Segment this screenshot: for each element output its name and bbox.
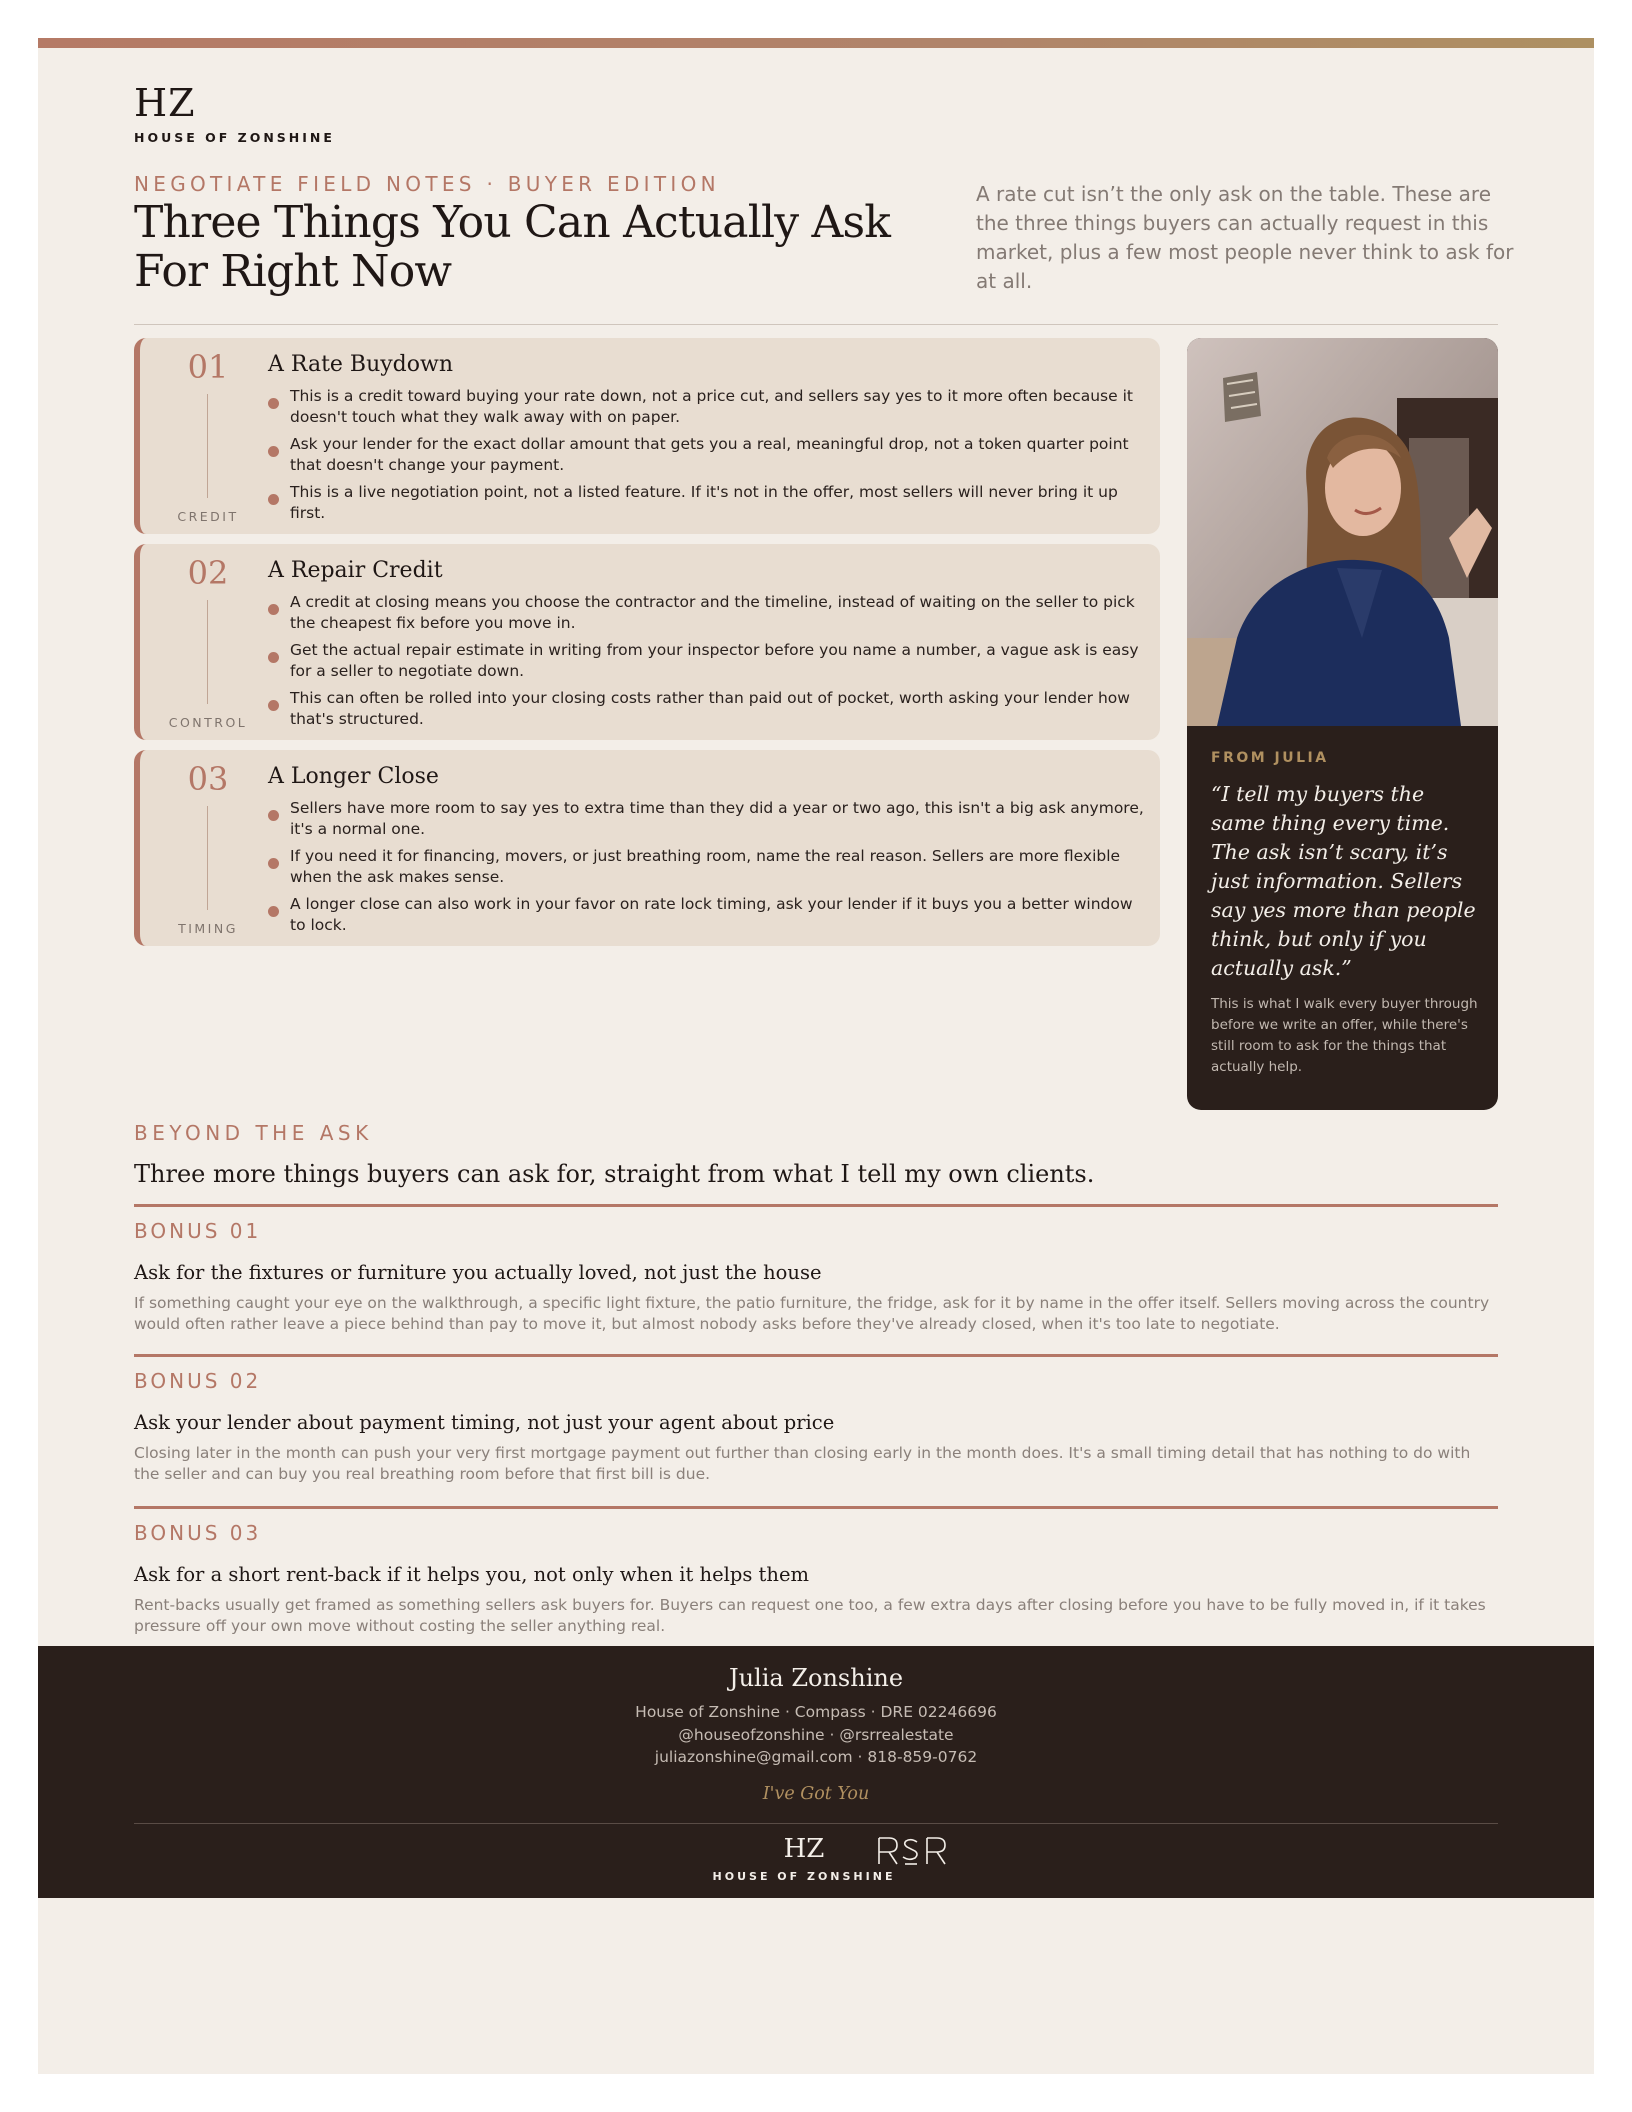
bullet-text: This is a live negotiation point, not a listed feature. If it's not in the offer, most sellers will never bring it up first. [290,483,1118,522]
card-bullet [268,386,1148,428]
bullet-dot-icon [268,604,279,615]
bullet-dot-icon [268,652,279,663]
agent-name: Julia Zonshine [728,1664,904,1692]
section-title: Three more things buyers can ask for, straight from what I tell my own clients. [134,1160,1095,1188]
card-bullet [268,846,1148,888]
card-tag: TIMING [178,921,238,936]
bonus-item [134,1204,1498,1354]
testimonial-quote: “I tell my buyers the same thing every time. The ask isn’t scary, it’s just information. Sellers say yes more than people think, but only if you actually ask.” [1211,782,1476,980]
card-bullet-list [268,386,1148,530]
card-bullet [268,482,1148,524]
card-bullet [268,592,1148,634]
bonus-label: BONUS 02 [134,1369,262,1393]
bonus-text: Closing later in the month can push your very first mortgage payment out further than closing early in the month does. It's a small timing detail that has nothing to do with the seller and can buy you real breathing room before that first bill is due. [134,1444,1471,1483]
agent-brokerage-line: House of Zonshine · Compass · DRE 02246696 [635,1703,997,1721]
card-tag: CREDIT [177,509,239,524]
bullet-dot-icon [268,906,279,917]
card-divider [207,394,208,498]
brand-logo-name: HOUSE OF ZONSHINE [134,130,335,145]
card-bullet [268,894,1148,936]
bullet-dot-icon [268,858,279,869]
bullet-text: A credit at closing means you choose the contractor and the timeline, instead of waiting on the seller to pick the cheapest fix before you move in. [290,593,1135,632]
bullet-dot-icon [268,398,279,409]
bullet-text: If you need it for financing, movers, or just breathing room, name the real reason. Sellers are more flexible when the ask makes sense. [290,847,1121,886]
card-title: A Longer Close [268,764,439,789]
bonus-title: Ask for the fixtures or furniture you actually loved, not just the house [134,1261,822,1284]
section-kicker: BEYOND THE ASK [134,1121,373,1145]
header-divider [134,324,1498,325]
ask-card-longer-close [134,750,1160,946]
card-bullet [268,688,1148,730]
card-tag: CONTROL [168,715,248,730]
footer [38,1646,1594,1898]
ask-card-repair-credit [134,544,1160,740]
bullet-text: A longer close can also work in your favor on rate lock timing, ask your lender if it buys you a better window to lock. [290,895,1133,934]
bonus-title: Ask for a short rent-back if it helps you, not only when it helps them [134,1563,809,1586]
quote-panel [1187,338,1498,1110]
bonus-text: Rent-backs usually get framed as something sellers ask buyers for. Buyers can request one too, a few extra days after closing before you have to be fully moved in, if it takes pressure off your own move without costing the seller anything real. [134,1596,1486,1635]
card-divider [207,600,208,704]
card-bullet [268,798,1148,840]
footer-divider [134,1823,1498,1824]
page-kicker: NEGOTIATE FIELD NOTES · BUYER EDITION [134,172,720,196]
bonus-label: BONUS 01 [134,1219,262,1243]
bullet-text: Ask your lender for the exact dollar amount that gets you a real, meaningful drop, not a token quarter point that doesn't change your payment. [290,435,1129,474]
bullet-text: This is a credit toward buying your rate down, not a price cut, and sellers say yes to it more often because it doesn't touch what they walk away with on paper. [290,387,1133,426]
card-bullet [268,434,1148,476]
card-bullet-list [268,798,1148,942]
card-title: A Rate Buydown [268,352,454,377]
card-number: 02 [187,554,229,592]
card-number: 01 [187,348,229,386]
bullet-dot-icon [268,446,279,457]
card-number: 03 [187,760,229,798]
footer-logo-mark: HZ [783,1834,825,1864]
footer-tagline: I've Got You [762,1784,870,1804]
card-title: A Repair Credit [268,558,443,583]
rsr-logo [877,1834,949,1872]
card-bullet [268,640,1148,682]
footer-logo-name: HOUSE OF ZONSHINE [712,1870,896,1883]
agent-portrait-photo [1187,338,1498,726]
card-bullet-list [268,592,1148,736]
card-divider [207,806,208,910]
bullet-dot-icon [268,810,279,821]
bonus-title: Ask your lender about payment timing, not just your agent about price [134,1411,835,1434]
bonus-label: BONUS 03 [134,1521,262,1545]
document-page [38,38,1594,2074]
agent-social-line: @houseofzonshine · @rsrrealestate [678,1726,954,1744]
bonus-item [134,1506,1498,1646]
page-intro: A rate cut isn’t the only ask on the table. These are the three things buyers can actually request in this market, plus a few most people never think to ask for at all. [976,182,1514,293]
bullet-text: Sellers have more room to say yes to extra time than they did a year or two ago, this isn't a big ask anymore, it's a normal one. [290,799,1144,838]
bullet-dot-icon [268,494,279,505]
quote-note: This is what I walk every buyer through before we write an offer, while there's still room to ask for the things that actually help. [1211,996,1478,1075]
page-title: Three Things You Can Actually Ask For Right Now [134,197,891,297]
bonus-text: If something caught your eye on the walkthrough, a specific light fixture, the patio furniture, the fridge, ask for it by name in the offer itself. Sellers moving across the country would often rather leave a piece behind than pay to move it, but almost nobody asks before they've already closed, when it's too late to negotiate. [134,1294,1490,1333]
brand-logo-mark: HZ [134,81,196,125]
bonus-item [134,1354,1498,1504]
agent-contact-line: juliazonshine@gmail.com · 818-859-0762 [654,1748,978,1766]
quote-label: FROM JULIA [1211,750,1329,766]
bullet-text: This can often be rolled into your closing costs rather than paid out of pocket, worth asking your lender how that's structured. [290,689,1130,728]
bullet-dot-icon [268,700,279,711]
top-accent-bar [38,38,1594,48]
ask-card-rate-buydown [134,338,1160,534]
bullet-text: Get the actual repair estimate in writing from your inspector before you name a number, a vague ask is easy for a seller to negotiate down. [290,641,1139,680]
